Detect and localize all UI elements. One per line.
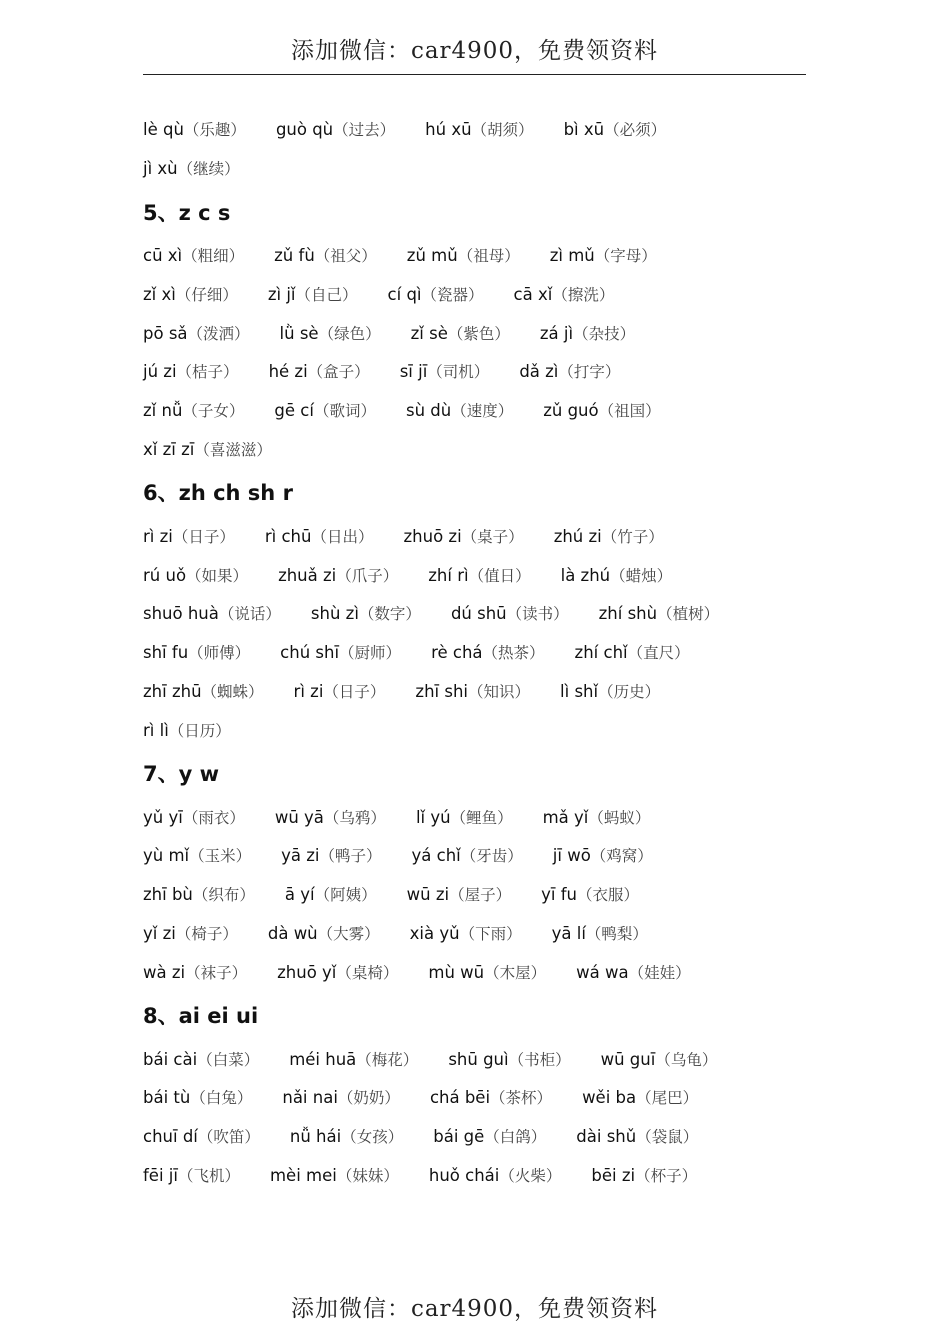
word-row	[143, 1117, 806, 1156]
pinyin-text: cā xǐ	[513, 284, 553, 304]
pinyin-text: wū yā	[274, 807, 324, 827]
word-row	[143, 352, 806, 391]
hanzi-text: （如果）	[186, 566, 249, 585]
word-row	[143, 594, 806, 633]
word-item	[143, 719, 231, 741]
pinyin-text: mù wū	[428, 962, 485, 982]
hanzi-text: （飞机）	[177, 1166, 240, 1185]
pinyin-text: bái gē	[433, 1127, 485, 1147]
pinyin-text: zá jì	[539, 323, 574, 343]
word-item	[143, 118, 246, 140]
word-item	[143, 680, 264, 702]
word-row	[143, 952, 806, 991]
word-item	[268, 283, 358, 305]
hanzi-text: （热茶）	[482, 644, 545, 663]
hanzi-text: （织布）	[192, 886, 255, 905]
hanzi-text: （师傅）	[188, 644, 251, 663]
word-item	[591, 1164, 697, 1186]
word-item	[410, 922, 522, 944]
pinyin-text: jī wō	[552, 846, 591, 866]
pinyin-text: zì mǔ	[549, 245, 595, 265]
pinyin-text: jì xù	[143, 159, 178, 179]
word-item	[406, 399, 513, 421]
pinyin-text: yā zi	[281, 846, 320, 866]
pinyin-text: bái tù	[143, 1088, 191, 1108]
word-item	[290, 1125, 403, 1147]
word-row	[143, 914, 806, 953]
hanzi-text: （屋子）	[449, 886, 512, 905]
word-item	[143, 641, 250, 663]
word-item	[143, 244, 244, 266]
hanzi-text: （大雾）	[317, 924, 380, 943]
word-item	[415, 680, 530, 702]
word-item	[143, 1125, 260, 1147]
hanzi-text: （桔子）	[176, 363, 239, 382]
word-item	[268, 922, 380, 944]
word-item	[428, 564, 530, 586]
word-item	[541, 883, 639, 905]
pinyin-text: shī fu	[143, 643, 189, 663]
pinyin-text: rè chá	[431, 643, 483, 663]
word-item	[599, 602, 719, 624]
pinyin-text: dú shū	[450, 604, 507, 624]
word-item	[514, 283, 615, 305]
pinyin-text: bì xū	[563, 120, 605, 140]
pinyin-text: zhī shi	[415, 681, 469, 701]
pinyin-text: pō sǎ	[143, 323, 188, 343]
pinyin-text: yā lí	[551, 923, 586, 943]
hanzi-text: （妹妹）	[336, 1166, 399, 1185]
pinyin-text: chú shī	[280, 643, 340, 663]
word-item	[430, 1086, 552, 1108]
section-title: 7、y w	[143, 762, 220, 787]
pinyin-text: wá wa	[576, 962, 629, 982]
pinyin-text: hú xū	[425, 120, 472, 140]
hanzi-text: （白兔）	[190, 1089, 253, 1108]
word-item	[407, 883, 511, 905]
pinyin-text: chá bēi	[429, 1088, 491, 1108]
pinyin-text: rì zi	[293, 681, 324, 701]
hanzi-text: （桌椅）	[336, 963, 399, 982]
header-watermark: 添加微信：car4900，免费领资料	[290, 38, 659, 64]
word-item	[143, 564, 248, 586]
word-item	[289, 1048, 418, 1070]
hanzi-text: （火柴）	[499, 1166, 562, 1185]
word-item	[553, 844, 653, 866]
word-row	[143, 797, 806, 836]
page-footer	[143, 1286, 806, 1332]
hanzi-text: （泼洒）	[187, 324, 250, 343]
word-item	[143, 399, 244, 421]
word-item	[431, 641, 544, 663]
hanzi-text: （知识）	[468, 682, 531, 701]
word-item	[582, 1086, 698, 1108]
word-item	[429, 1164, 562, 1186]
pinyin-text: shuō huà	[143, 604, 219, 624]
word-item	[576, 961, 690, 983]
hanzi-text: （日子）	[172, 527, 235, 546]
word-item	[411, 322, 510, 344]
hanzi-text: （蜘蛛）	[201, 682, 264, 701]
word-item	[280, 641, 401, 663]
pinyin-text: cí qì	[387, 284, 422, 304]
word-row	[143, 1078, 806, 1117]
hanzi-text: （仔细）	[175, 285, 238, 304]
hanzi-text: （司机）	[427, 363, 490, 382]
word-item	[561, 564, 673, 586]
pinyin-text: bái cài	[143, 1049, 198, 1069]
pinyin-text: zǔ guó	[543, 401, 599, 421]
hanzi-text: （数字）	[358, 605, 421, 624]
pinyin-text: fēi jī	[143, 1165, 178, 1185]
hanzi-text: （爪子）	[336, 566, 399, 585]
pinyin-text: zhuō zi	[403, 526, 462, 546]
word-row	[143, 110, 806, 149]
hanzi-text: （白菜）	[197, 1050, 260, 1069]
pinyin-text: wà zi	[143, 962, 186, 982]
hanzi-text: （女孩）	[341, 1128, 404, 1147]
word-item	[575, 641, 690, 663]
word-item	[280, 322, 381, 344]
pinyin-text: gē cí	[274, 401, 314, 421]
hanzi-text: （乌龟）	[655, 1050, 718, 1069]
word-item	[143, 322, 250, 344]
word-item	[143, 360, 239, 382]
word-row	[143, 274, 806, 313]
pinyin-text: lǜ sè	[279, 323, 319, 343]
pinyin-text: bēi zi	[591, 1165, 636, 1185]
word-item	[388, 283, 484, 305]
word-item	[270, 1164, 399, 1186]
footer-watermark: 添加微信：car4900，免费领资料	[290, 1296, 659, 1322]
word-item	[560, 680, 660, 702]
word-item	[552, 922, 648, 944]
word-item	[143, 602, 281, 624]
section-title: 5、z c s	[143, 200, 231, 225]
word-row	[143, 149, 806, 188]
hanzi-text: （祖国）	[598, 402, 661, 421]
word-item	[143, 1086, 252, 1108]
hanzi-text: （盒子）	[307, 363, 370, 382]
word-item	[400, 360, 490, 382]
hanzi-text: （字母）	[594, 246, 657, 265]
hanzi-text: （历史）	[598, 682, 661, 701]
hanzi-text: （下雨）	[459, 924, 522, 943]
hanzi-text: （直尺）	[627, 644, 690, 663]
hanzi-text: （鲤鱼）	[450, 808, 513, 827]
word-row	[143, 236, 806, 275]
pinyin-text: nǎi nai	[282, 1088, 338, 1108]
pinyin-text: méi huā	[289, 1049, 357, 1069]
pinyin-text: wū guī	[600, 1049, 656, 1069]
word-item	[143, 844, 251, 866]
pinyin-text: zhí shù	[598, 604, 658, 624]
pinyin-text: dǎ zì	[519, 362, 559, 382]
pinyin-text: zǔ fù	[274, 245, 315, 265]
word-item	[407, 244, 520, 266]
pinyin-text: zhí chǐ	[574, 643, 628, 663]
pinyin-text: xià yǔ	[409, 923, 460, 943]
hanzi-text: （紫色）	[447, 324, 510, 343]
word-item	[550, 244, 657, 266]
word-row	[143, 836, 806, 875]
hanzi-text: （日子）	[323, 682, 386, 701]
word-row	[143, 672, 806, 711]
word-item	[448, 1048, 570, 1070]
pinyin-word-list	[143, 110, 806, 1194]
hanzi-text: （木屋）	[484, 963, 547, 982]
word-item	[428, 961, 546, 983]
hanzi-text: （娃娃）	[628, 963, 691, 982]
word-item	[143, 1164, 240, 1186]
hanzi-text: （乌鸦）	[323, 808, 386, 827]
pinyin-text: shù zì	[310, 604, 359, 624]
word-item	[412, 844, 523, 866]
pinyin-text: rì lì	[143, 720, 169, 740]
hanzi-text: （日历）	[168, 721, 231, 740]
hanzi-text: （吹笛）	[197, 1128, 260, 1147]
word-item	[554, 525, 664, 547]
hanzi-text: （祖父）	[314, 246, 377, 265]
hanzi-text: （胡须）	[471, 121, 534, 140]
hanzi-text: （歌词）	[313, 402, 376, 421]
hanzi-text: （鸡窝）	[590, 847, 653, 866]
hanzi-text: （牙齿）	[460, 847, 523, 866]
pinyin-text: dà wù	[267, 923, 318, 943]
section-title: 6、zh ch sh r	[143, 481, 293, 506]
hanzi-text: （茶杯）	[490, 1089, 553, 1108]
word-item	[143, 157, 240, 179]
pinyin-text: lì shǐ	[560, 681, 599, 701]
pinyin-text: xǐ zī zī	[143, 439, 195, 459]
hanzi-text: （蚂蚁）	[588, 808, 651, 827]
pinyin-text: zì jǐ	[267, 284, 296, 304]
hanzi-text: （瓷器）	[421, 285, 484, 304]
hanzi-text: （杯子）	[635, 1166, 698, 1185]
pinyin-text: jú zi	[143, 362, 177, 382]
pinyin-text: zhī bù	[143, 885, 193, 905]
pinyin-text: cū xì	[143, 245, 183, 265]
pinyin-text: zhú zi	[553, 526, 602, 546]
hanzi-text: （厨师）	[339, 644, 402, 663]
hanzi-text: （阿姨）	[314, 886, 377, 905]
hanzi-text: （袜子）	[185, 963, 248, 982]
hanzi-text: （过去）	[333, 121, 396, 140]
word-row	[143, 313, 806, 352]
word-item	[601, 1048, 718, 1070]
pinyin-text: zǐ sè	[410, 323, 448, 343]
pinyin-text: zhuǎ zi	[278, 565, 337, 585]
word-item	[143, 883, 255, 905]
hanzi-text: （喜滋滋）	[194, 440, 272, 459]
hanzi-text: （鸭梨）	[585, 924, 648, 943]
word-item	[269, 360, 370, 382]
word-item	[265, 525, 374, 547]
hanzi-text: （鸭子）	[319, 847, 382, 866]
word-row	[143, 1039, 806, 1078]
pinyin-text: yǐ zi	[143, 923, 176, 943]
hanzi-text: （打字）	[558, 363, 621, 382]
word-item	[564, 118, 667, 140]
hanzi-text: （说话）	[218, 605, 281, 624]
pinyin-text: yǔ yī	[143, 807, 183, 827]
word-item	[543, 806, 651, 828]
word-item	[143, 283, 238, 305]
pinyin-text: nǚ hái	[289, 1127, 342, 1147]
word-item	[425, 118, 533, 140]
word-item	[519, 360, 620, 382]
pinyin-text: là zhú	[560, 565, 611, 585]
word-item	[274, 244, 377, 266]
pinyin-text: yī fu	[541, 885, 577, 905]
hanzi-text: （衣服）	[576, 886, 639, 905]
word-item	[275, 806, 386, 828]
pinyin-text: sù dù	[405, 401, 452, 421]
pinyin-text: zǐ nǚ	[143, 401, 183, 421]
pinyin-text: lè qù	[143, 120, 184, 140]
word-row	[143, 875, 806, 914]
pinyin-text: yù mǐ	[143, 846, 190, 866]
hanzi-text: （子女）	[182, 402, 245, 421]
pinyin-text: yá chǐ	[411, 846, 461, 866]
word-item	[416, 806, 513, 828]
pinyin-text: zǐ xì	[143, 284, 176, 304]
pinyin-text: ā yí	[284, 885, 315, 905]
word-item	[294, 680, 386, 702]
hanzi-text: （袋鼠）	[636, 1128, 699, 1147]
word-item	[433, 1125, 546, 1147]
hanzi-text: （蜡烛）	[610, 566, 673, 585]
word-item	[143, 922, 238, 944]
word-item	[576, 1125, 698, 1147]
word-item	[143, 1048, 259, 1070]
hanzi-text: （祖母）	[457, 246, 520, 265]
pinyin-text: shū guì	[448, 1049, 509, 1069]
hanzi-text: （值日）	[468, 566, 531, 585]
hanzi-text: （杂技）	[573, 324, 636, 343]
word-item	[276, 118, 395, 140]
word-item	[285, 883, 377, 905]
word-item	[404, 525, 524, 547]
hanzi-text: （书柜）	[508, 1050, 571, 1069]
pinyin-text: wěi ba	[582, 1088, 637, 1108]
word-item	[278, 564, 398, 586]
hanzi-text: （玉米）	[189, 847, 252, 866]
hanzi-text: （尾巴）	[636, 1089, 699, 1108]
word-row	[143, 633, 806, 672]
pinyin-text: zhī zhū	[143, 681, 202, 701]
pinyin-text: mǎ yǐ	[542, 807, 589, 827]
hanzi-text: （梅花）	[356, 1050, 419, 1069]
hanzi-text: （奶奶）	[337, 1089, 400, 1108]
hanzi-text: （绿色）	[318, 324, 381, 343]
pinyin-text: mèi mei	[269, 1165, 337, 1185]
word-item	[143, 438, 272, 460]
hanzi-text: （继续）	[177, 160, 240, 179]
pinyin-text: zhí rì	[428, 565, 469, 585]
hanzi-text: （速度）	[451, 402, 514, 421]
word-row	[143, 1156, 806, 1195]
pinyin-text: zhuō yǐ	[277, 962, 337, 982]
pinyin-text: wū zi	[406, 885, 450, 905]
word-item	[143, 525, 235, 547]
pinyin-text: lǐ yú	[415, 807, 451, 827]
hanzi-text: （读书）	[506, 605, 569, 624]
word-item	[143, 961, 247, 983]
word-item	[311, 602, 421, 624]
pinyin-text: guò qù	[275, 120, 334, 140]
word-item	[540, 322, 635, 344]
word-row	[143, 430, 806, 469]
word-row	[143, 516, 806, 555]
word-item	[277, 961, 398, 983]
hanzi-text: （擦洗）	[552, 285, 615, 304]
pinyin-text: rì chū	[264, 526, 312, 546]
pinyin-text: zǔ mǔ	[406, 245, 458, 265]
word-item	[143, 806, 245, 828]
pinyin-text: dài shǔ	[576, 1127, 637, 1147]
pinyin-text: sī jī	[399, 362, 428, 382]
pinyin-text: chuī dí	[143, 1127, 198, 1147]
section-title: 8、ai ei ui	[143, 1004, 259, 1029]
pinyin-text: hé zi	[268, 362, 308, 382]
hanzi-text: （竹子）	[601, 527, 664, 546]
hanzi-text: （粗细）	[182, 246, 245, 265]
pinyin-text: huǒ chái	[428, 1165, 500, 1185]
word-item	[281, 844, 381, 866]
page-header	[143, 28, 806, 75]
hanzi-text: （日出）	[311, 527, 374, 546]
word-row	[143, 555, 806, 594]
hanzi-text: （桌子）	[461, 527, 524, 546]
pinyin-text: rú uǒ	[143, 565, 187, 585]
hanzi-text: （乐趣）	[183, 121, 246, 140]
hanzi-text: （自己）	[295, 285, 358, 304]
hanzi-text: （植树）	[657, 605, 720, 624]
word-item	[274, 399, 376, 421]
word-item	[543, 399, 660, 421]
hanzi-text: （白鸽）	[484, 1128, 547, 1147]
word-row	[143, 710, 806, 749]
word-item	[282, 1086, 400, 1108]
word-item	[451, 602, 569, 624]
word-row	[143, 391, 806, 430]
hanzi-text: （椅子）	[175, 924, 238, 943]
hanzi-text: （必须）	[604, 121, 667, 140]
pinyin-text: rì zi	[143, 526, 173, 546]
hanzi-text: （雨衣）	[182, 808, 245, 827]
